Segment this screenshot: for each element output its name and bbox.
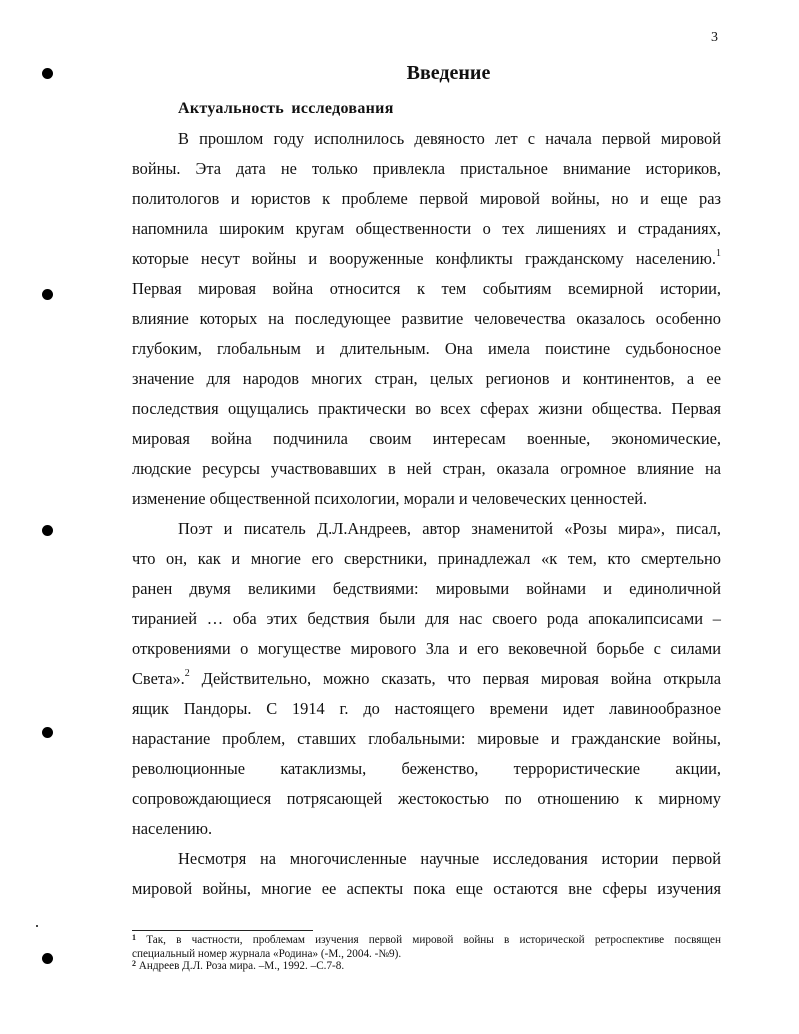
paragraph-line: людские ресурсы участвовавших в ней стран, оказала огромное влияние на [132, 459, 721, 478]
paragraph-line [132, 664, 721, 694]
paragraph-line: мировая война подчинила своим интересам военные, экономические, [132, 429, 721, 448]
footnote-mark: 2 [132, 959, 136, 968]
paragraph-line [132, 244, 721, 274]
binder-hole-mark [42, 289, 53, 300]
page-number: 3 [711, 30, 718, 45]
paragraph-line: политологов и юристов к проблеме первой мировой войны, но и еще раз [132, 189, 721, 208]
paragraph-line: напомнила широким кругам общественности о тех лишениях и страданиях, [132, 219, 721, 238]
footnote-separator [132, 930, 313, 931]
footnote-2-line [132, 960, 721, 974]
paragraph-line: В прошлом году исполнилось девяносто лет с начала первой мировой [178, 129, 721, 148]
paragraph-line: откровениями о могуществе мирового Зла и его вековечной борьбе с силами [132, 639, 721, 658]
paragraph-line: глубоким, глобальным и длительным. Она имела поистине судьбоносное [132, 339, 721, 358]
body-text [132, 124, 721, 904]
paragraph-line: тиранией … оба этих бедствия были для нас своего рода апокалипсисами – [132, 609, 721, 628]
footnotes [132, 934, 721, 974]
binder-hole-mark [42, 727, 53, 738]
footnote-ref: 1 [716, 247, 721, 259]
paragraph-line-text: которые несут войны и вооруженные конфликты гражданскому населению. [132, 249, 716, 268]
paragraph-line: значение для народов многих стран, целых регионов и континентов, а ее [132, 369, 721, 388]
binder-hole-mark [42, 525, 53, 536]
binder-hole-mark [42, 953, 53, 964]
paragraph-line: Несмотря на многочисленные научные исследования истории первой [178, 849, 721, 868]
footnote-ref: 2 [184, 667, 190, 679]
footnote-1-line [132, 934, 721, 948]
paragraph-line: революционные катаклизмы, беженство, террористические акции, [132, 759, 721, 778]
paragraph-line-text: Действительно, можно сказать, что первая мировая война открыла [189, 669, 721, 688]
footnote-text: Андреев Д.Л. Роза мира. –М., 1992. –С.7-8. [136, 960, 345, 972]
section-subtitle: Актуальность исследования [178, 100, 394, 117]
paragraph-line: Первая мировая война относится к тем событиям всемирной истории, [132, 279, 721, 298]
scan-speck [36, 925, 38, 927]
paragraph-line: населению. [132, 819, 213, 838]
paragraph-line: ящик Пандоры. С 1914 г. до настоящего времени идет лавинообразное [132, 699, 721, 718]
paragraph-line: войны. Эта дата не только привлекла пристальное внимание историков, [132, 159, 721, 178]
paragraph-line-text: Света». [132, 669, 185, 688]
footnote-1-line: специальный номер журнала «Родина» (-М., 2004. -№9). [132, 947, 402, 960]
paragraph-line: последствия ощущались практически во всех сферах жизни общества. Первая [132, 399, 721, 418]
page-title: Введение [406, 62, 491, 84]
footnote-mark: 1 [132, 933, 136, 942]
paragraph-line: изменение общественной психологии, морали и человеческих ценностей. [132, 489, 648, 508]
paragraph-line: влияние которых на последующее развитие человечества оказалось особенно [132, 309, 721, 328]
footnote-text: Так, в частности, проблемам изучения первой мировой войны в исторической ретроспективе посвящен [136, 934, 721, 946]
paragraph-line: мировой войны, многие ее аспекты пока еще остаются вне сферы изучения [132, 879, 721, 898]
paragraph-line: нарастание проблем, ставших глобальными: мировые и гражданские войны, [132, 729, 721, 748]
paragraph-line: сопровождающиеся потрясающей жестокостью по отношению к мирному [132, 789, 721, 808]
paragraph-line: что он, как и многие его сверстники, принадлежал «к тем, кто смертельно [132, 549, 721, 568]
paragraph-line: Поэт и писатель Д.Л.Андреев, автор знаменитой «Розы мира», писал, [178, 519, 721, 538]
paragraph-line: ранен двумя великими бедствиями: мировыми войнами и единоличной [132, 579, 721, 598]
